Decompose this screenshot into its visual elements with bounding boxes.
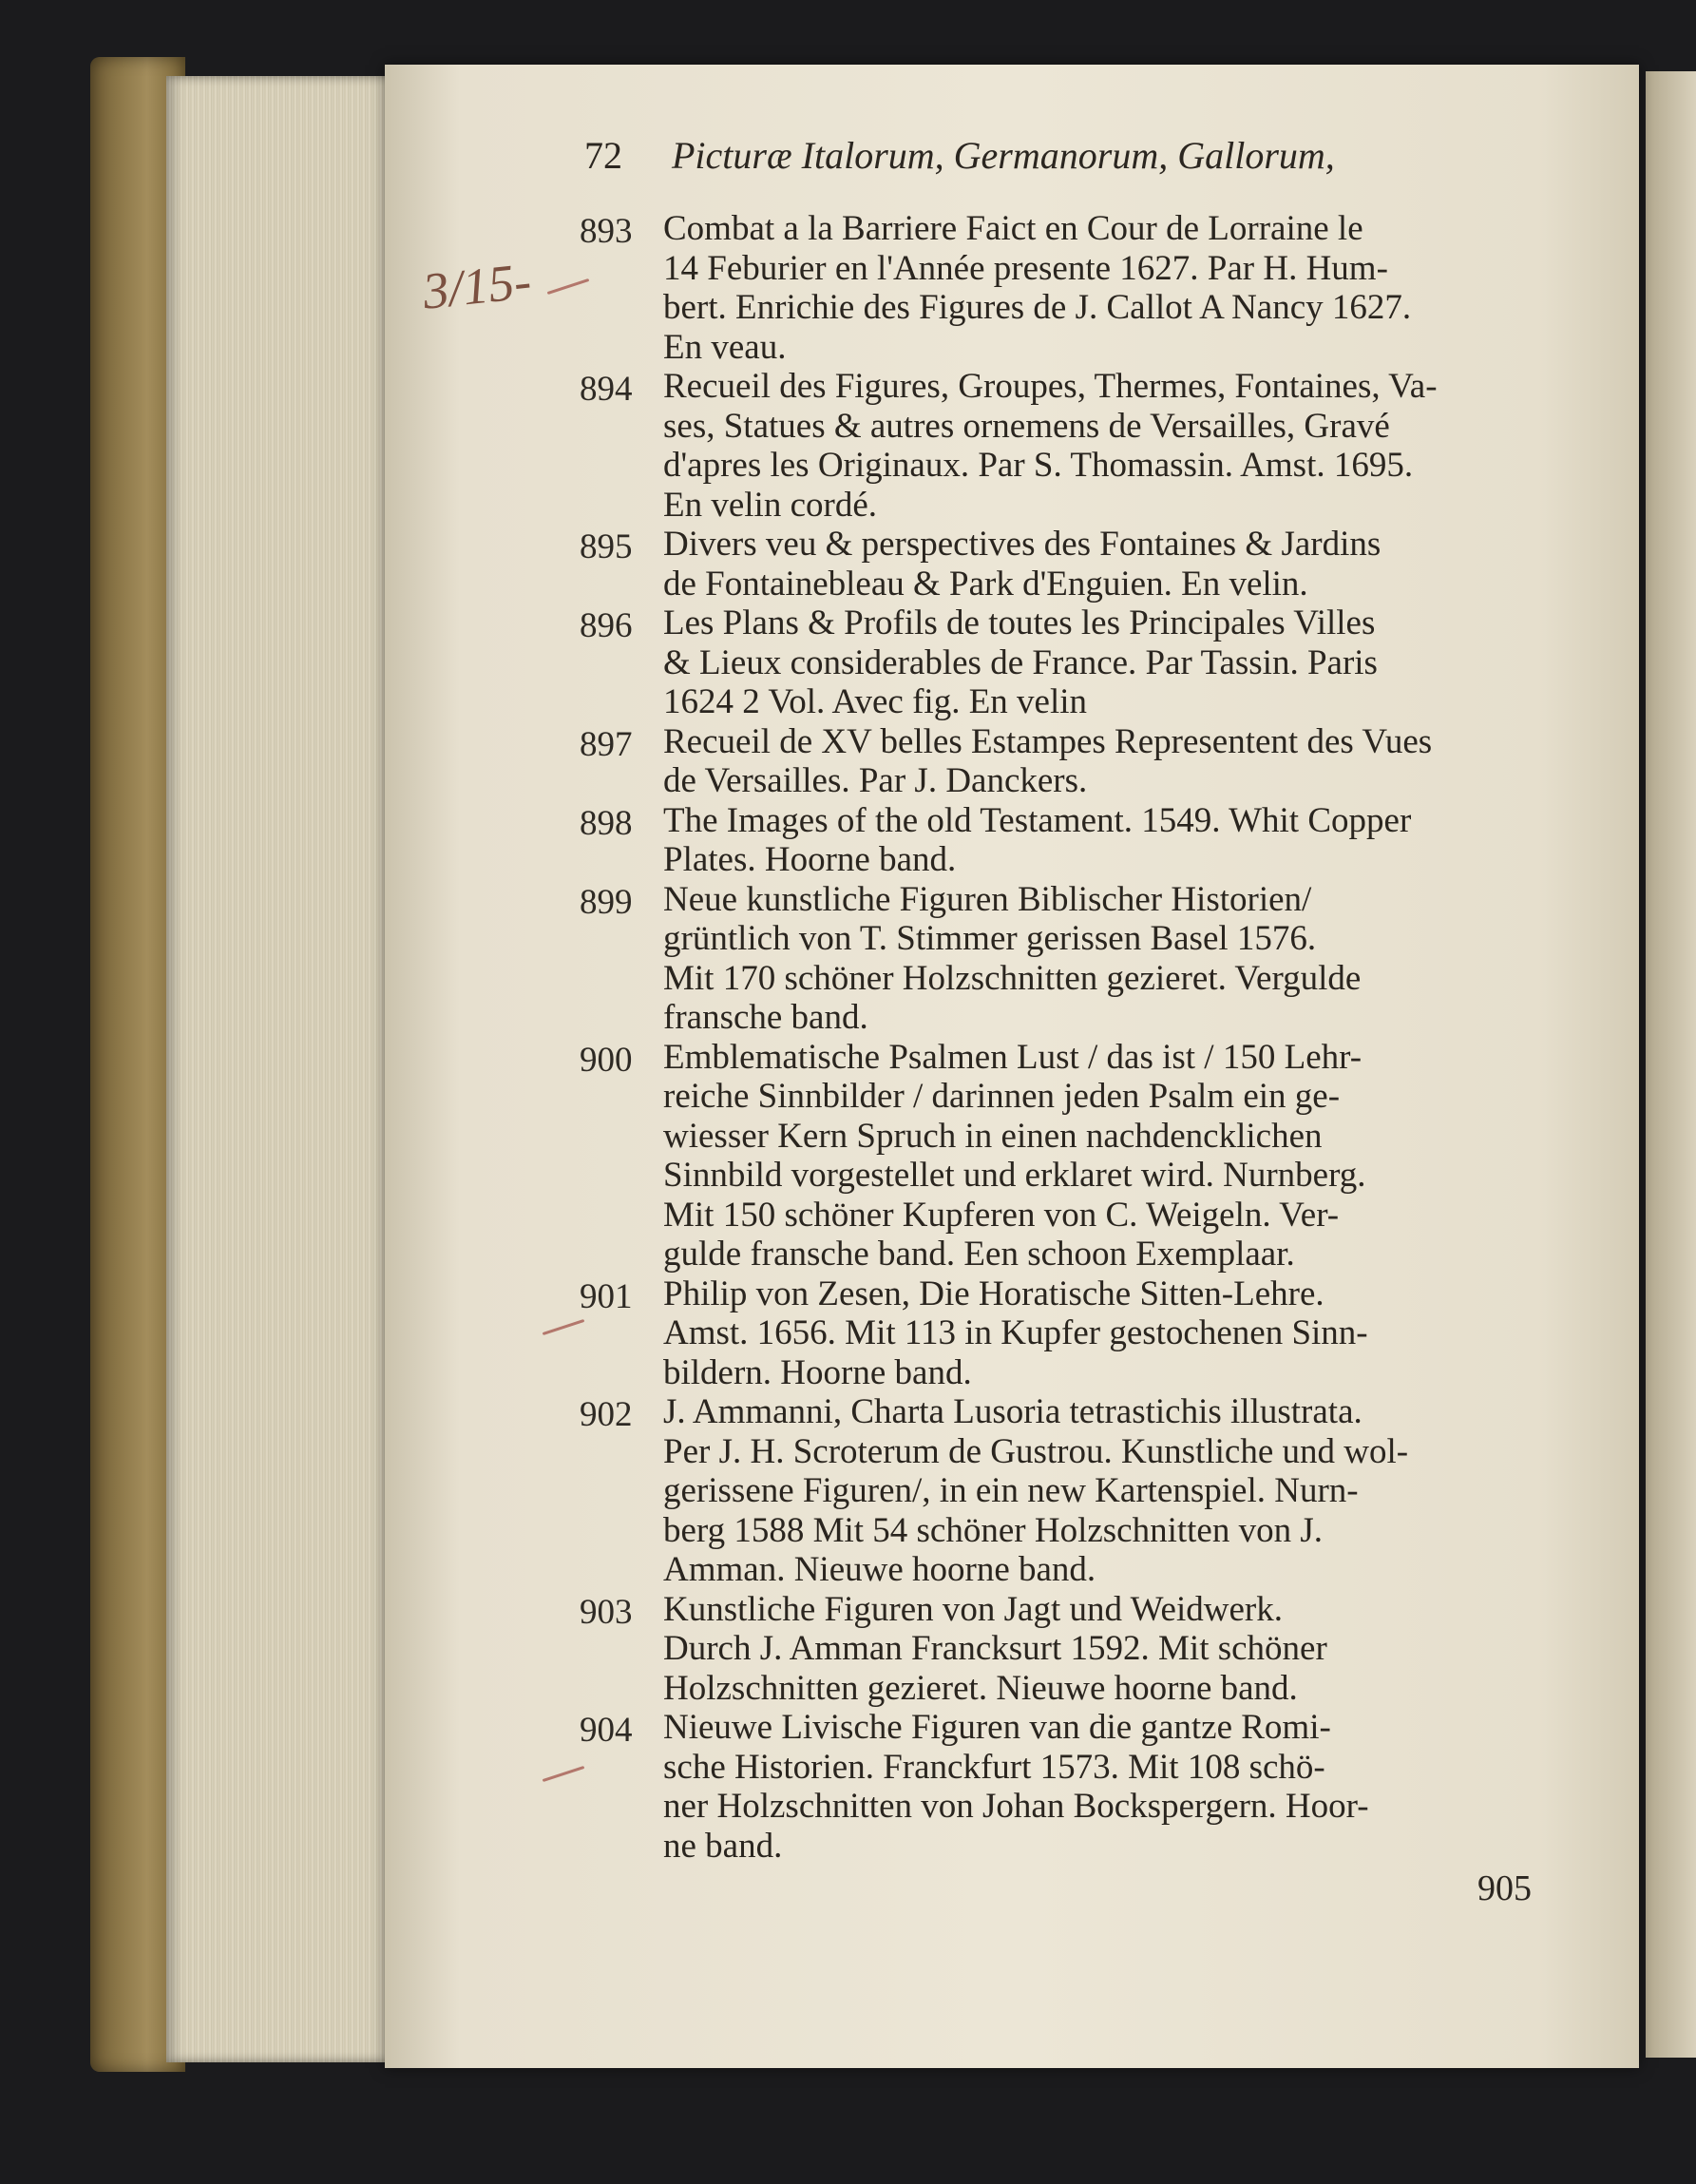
entry-line: de Fontainebleau & Park d'Enguien. En velin. — [663, 564, 1308, 603]
entry-line: Les Plans & Profils de toutes les Principales Villes — [663, 603, 1376, 642]
entry-line: gerissene Figuren/, in ein new Kartenspiel. Nurn- — [663, 1471, 1359, 1510]
entry-line: sche Historien. Franckfurt 1573. Mit 108 schö- — [663, 1747, 1325, 1787]
entry-line: reiche Sinnbilder / darinnen jeden Psalm ein ge- — [663, 1077, 1341, 1116]
entry-line: Plates. Hoorne band. — [663, 840, 957, 879]
entry-line: Sinnbild vorgestellet und erklaret wird. Nurnberg. — [663, 1156, 1366, 1195]
entry-line: Recueil de XV belles Estampes Representent des Vues — [663, 721, 1433, 761]
entry-line: Neue kunstliche Figuren Biblischer Historien/ — [663, 879, 1312, 919]
entry-line: d'apres les Originaux. Par S. Thomassin. Amst. 1695. — [663, 446, 1414, 485]
entry-line: bildern. Hoorne band. — [663, 1352, 972, 1392]
entry-number: 897 — [580, 724, 633, 764]
entry-line: 14 Feburier en l'Année presente 1627. Par H. Hum- — [663, 248, 1388, 288]
entry-line: berg 1588 Mit 54 schöner Holzschnitten von J. — [663, 1510, 1324, 1550]
entry-number: 895 — [580, 527, 633, 566]
entry-line: de Versailles. Par J. Danckers. — [663, 761, 1088, 800]
entry-line: Nieuwe Livische Figuren van die gantze Romi- — [663, 1708, 1331, 1747]
entry-line: The Images of the old Testament. 1549. Whit Copper — [663, 800, 1412, 840]
entry-number: 904 — [580, 1711, 633, 1750]
entry-number: 896 — [580, 606, 633, 645]
entry-line: fransche band. — [663, 998, 868, 1037]
entry-line: Mit 150 schöner Kupferen von C. Weigeln. Ver- — [663, 1195, 1340, 1235]
entry-line: Mit 170 schöner Holzschnitten gezieret. Verguldе — [663, 958, 1362, 998]
page-number: 72 — [584, 134, 622, 177]
entry-line: Recueil des Figures, Groupes, Thermes, Fontaines, Va- — [663, 367, 1438, 406]
entry-line: Durch J. Amman Francksurt 1592. Mit schöner — [663, 1629, 1327, 1668]
entry-line: Per J. H. Scroterum de Gustrou. Kunstliche und wol- — [663, 1431, 1409, 1471]
entry-number: 894 — [580, 370, 633, 409]
entry-line: & Lieux considerables de France. Par Tassin. Paris — [663, 642, 1378, 682]
facing-page-edge — [1646, 71, 1696, 2058]
entry-number: 901 — [580, 1276, 633, 1316]
entry-line: ner Holzschnitten von Johan Bockspergern. Hoor- — [663, 1787, 1369, 1826]
entry-line: bert. Enrichie des Figures de J. Callot A Nancy 1627. — [663, 288, 1412, 327]
entry-line: Divers veu & perspectives des Fontaines & Jardins — [663, 525, 1382, 564]
handwritten-margin-note: 3/15- — [420, 252, 534, 320]
entry-line: Emblematische Psalmen Lust / das ist / 150 Lehr- — [663, 1037, 1363, 1077]
entry-line: En veau. — [663, 327, 787, 367]
entry-line: wiesser Kern Spruch in einen nachdencklichen — [663, 1116, 1323, 1156]
entry-line: En velin cordé. — [663, 485, 877, 525]
entry-line: grüntlich von T. Stimmer gerissen Basel 1576. — [663, 919, 1317, 958]
catchword: 905 — [1477, 1868, 1532, 1908]
entry-line: Holzschnitten gezieret. Nieuwe hoorne band. — [663, 1668, 1298, 1708]
entry-number: 899 — [580, 882, 633, 922]
entry-line: ne band. — [663, 1826, 783, 1866]
entry-line: Amst. 1656. Mit 113 in Kupfer gestochenen Sinn- — [663, 1313, 1368, 1352]
entry-line: gulde fransche band. Een schoon Exemplaar. — [663, 1235, 1295, 1274]
entry-line: ses, Statues & autres ornemens de Versailles, Gravé — [663, 406, 1390, 446]
running-head-title: Picturæ Italorum, Germanorum, Gallorum, — [672, 134, 1335, 177]
entry-number: 903 — [580, 1592, 633, 1632]
entry-number: 893 — [580, 212, 633, 251]
entry-number: 900 — [580, 1040, 633, 1080]
page-edges — [166, 76, 404, 2062]
entry-number: 898 — [580, 803, 633, 843]
entry-line: Kunstliche Figuren von Jagt und Weidwerk. — [663, 1589, 1283, 1629]
entry-line: Philip von Zesen, Die Horatische Sitten-Lehre. — [663, 1274, 1324, 1313]
entry-line: 1624 2 Vol. Avec fig. En velin — [663, 682, 1088, 721]
entry-line: Amman. Nieuwe hoorne band. — [663, 1550, 1096, 1589]
entry-line: Combat a la Barriere Faict en Cour de Lorraine le — [663, 209, 1363, 248]
entry-number: 902 — [580, 1395, 633, 1434]
running-head — [584, 133, 1439, 190]
entry-line: J. Ammanni, Charta Lusoria tetrastichis illustrata. — [663, 1392, 1363, 1431]
